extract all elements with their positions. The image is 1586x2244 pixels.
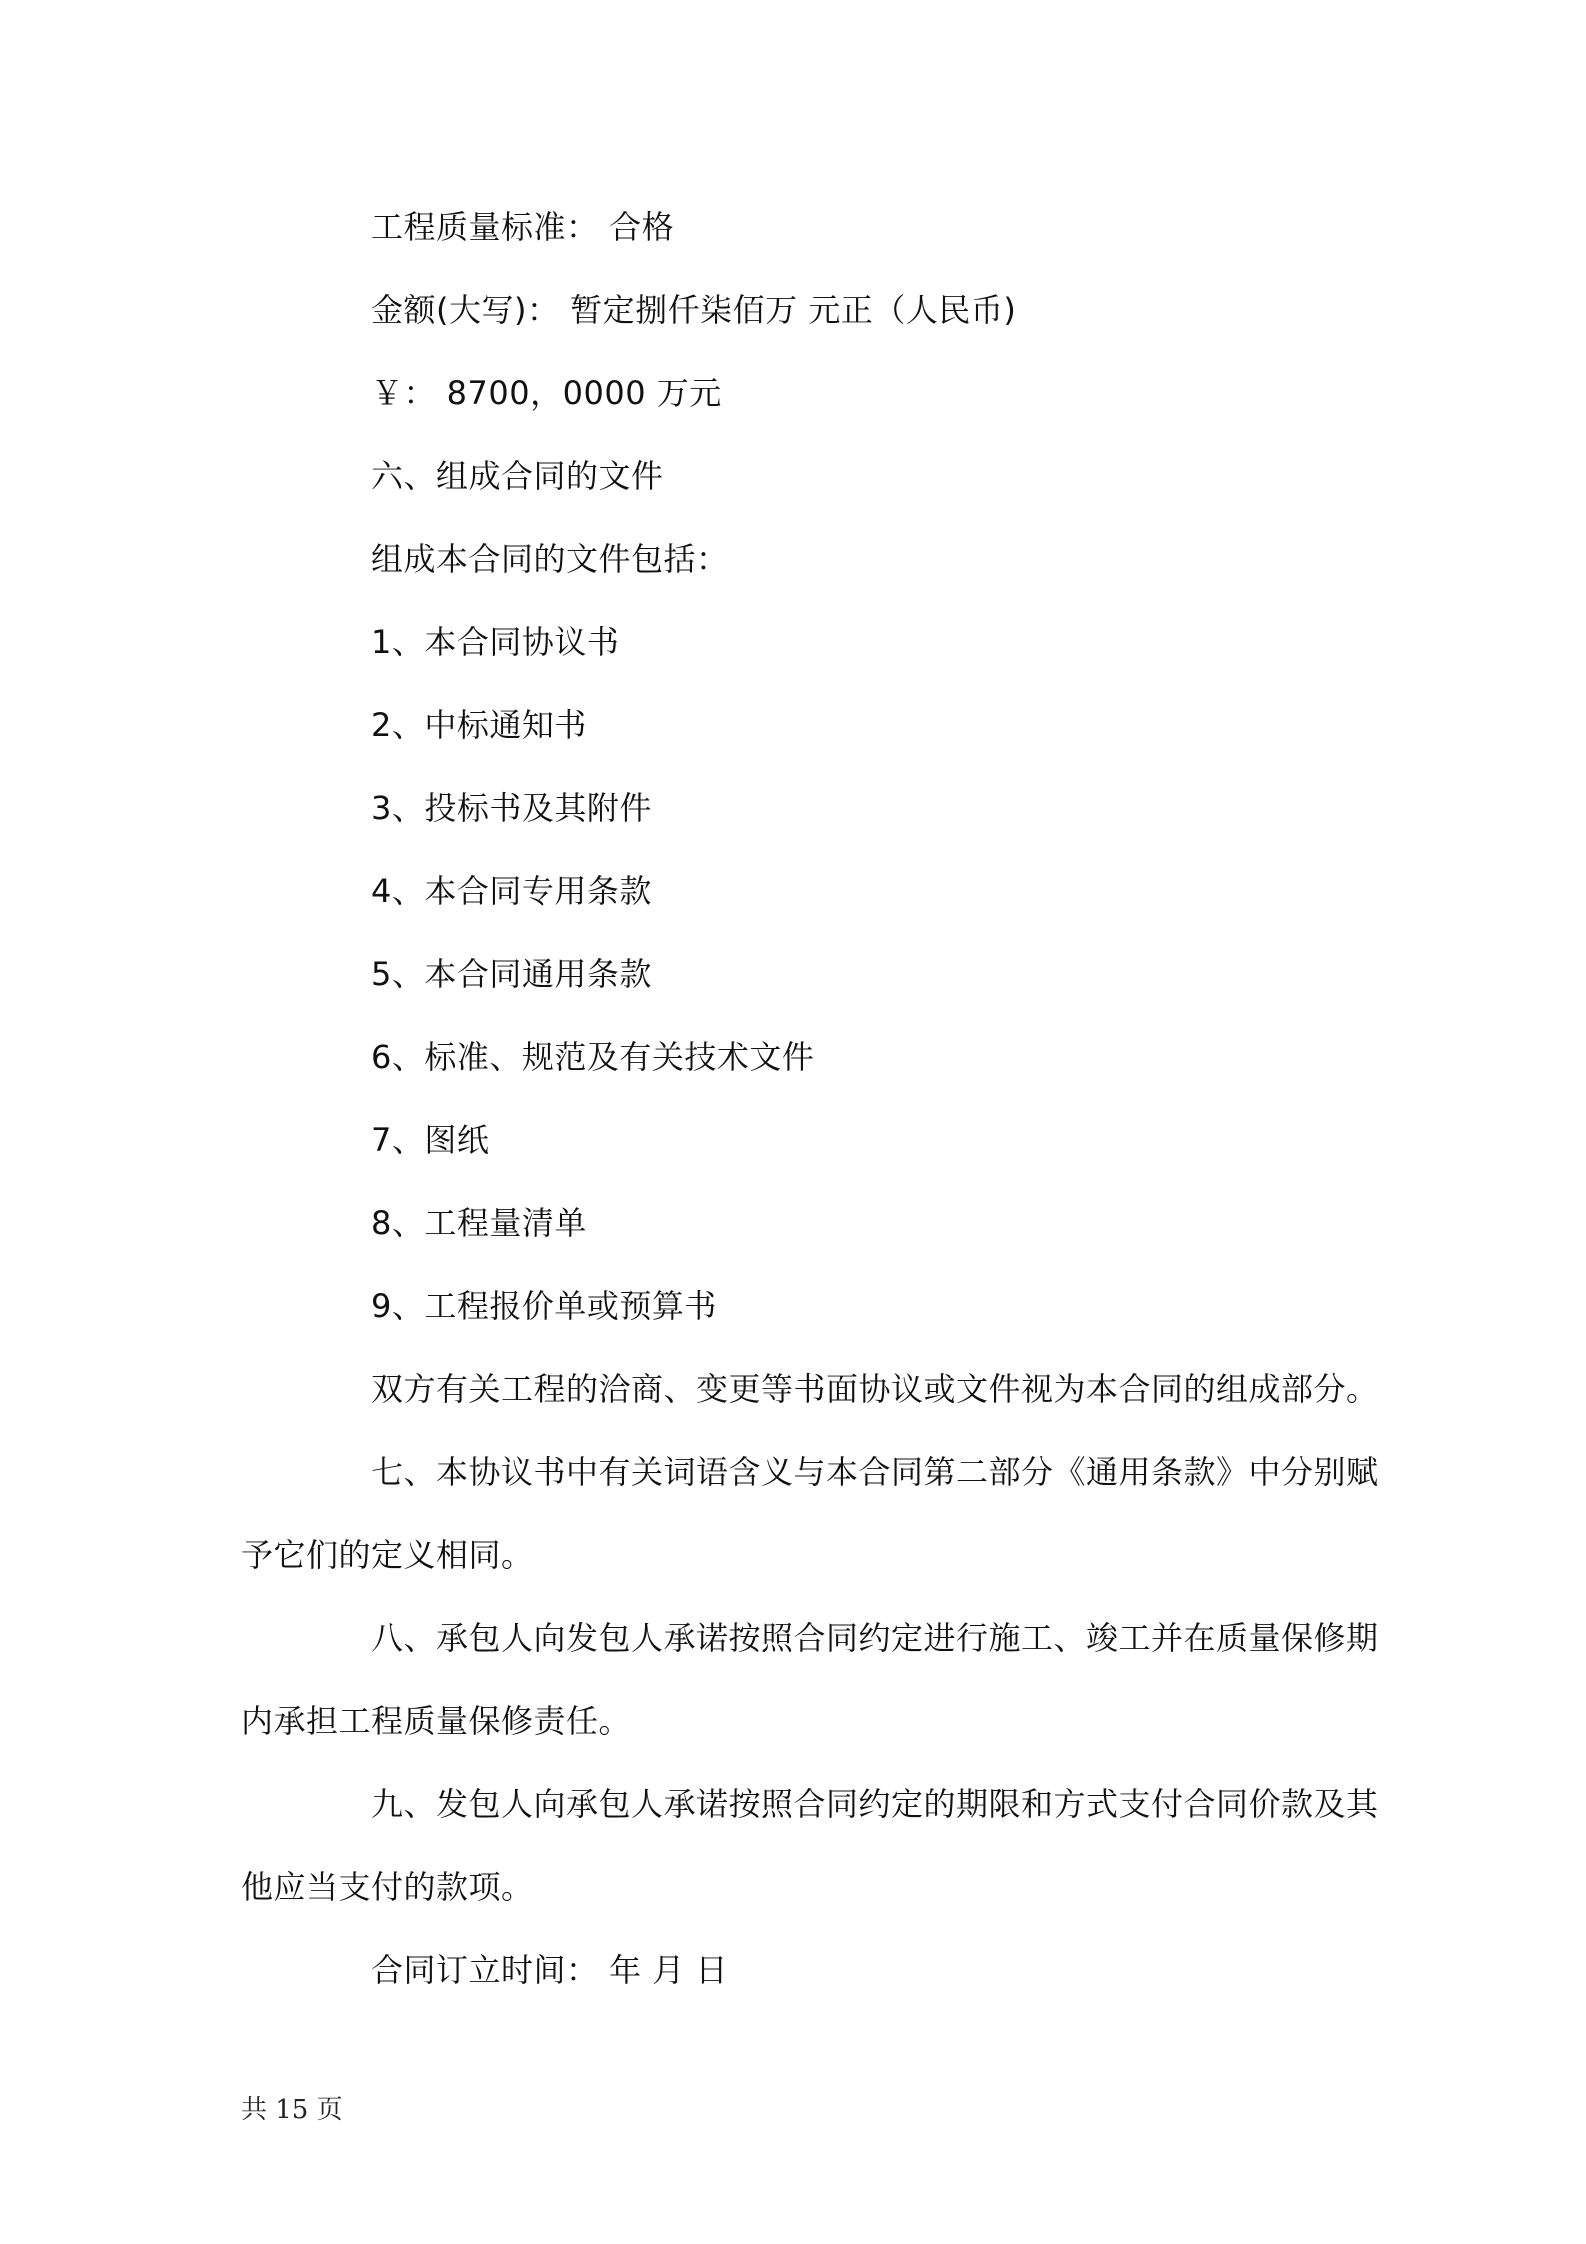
section-six-title: 六、组成合同的文件 [371, 457, 664, 495]
document-list-item: 9、工程报价单或预算书 [371, 1287, 717, 1325]
document-list-item: 2、中标通知书 [371, 706, 587, 744]
quality-standard-line: 工程质量标准： 合格 [371, 208, 675, 246]
signing-date-line: 合同订立时间： 年 月 日 [371, 1951, 729, 1989]
page-count-footer: 共 15 页 [241, 2095, 343, 2125]
document-list-item: 8、工程量清单 [371, 1204, 587, 1242]
document-list-item: 7、图纸 [371, 1121, 490, 1159]
clause-eight-line2: 内承担工程质量保修责任。 [241, 1702, 632, 1740]
clause-seven-line2: 予它们的定义相同。 [241, 1536, 534, 1574]
amount-figure-line: ￥： 8700，0000 万元 [371, 374, 722, 412]
document-list-item: 1、本合同协议书 [371, 623, 620, 661]
document-list-item: 5、本合同通用条款 [371, 955, 652, 993]
clause-nine-line2: 他应当支付的款项。 [241, 1868, 534, 1906]
negotiation-clause: 双方有关工程的洽商、变更等书面协议或文件视为本合同的组成部分。 [371, 1370, 1379, 1408]
section-six-intro: 组成本合同的文件包括： [371, 540, 729, 578]
clause-nine-line1: 九、发包人向承包人承诺按照合同约定的期限和方式支付合同价款及其 [371, 1785, 1379, 1823]
amount-words-line: 金额(大写)： 暂定捌仟柒佰万 元正（人民币) [371, 291, 1017, 329]
document-list-item: 4、本合同专用条款 [371, 872, 652, 910]
document-list-item: 3、投标书及其附件 [371, 789, 652, 827]
clause-seven-line1: 七、本协议书中有关词语含义与本合同第二部分《通用条款》中分别赋 [371, 1453, 1379, 1491]
clause-eight-line1: 八、承包人向发包人承诺按照合同约定进行施工、竣工并在质量保修期 [371, 1619, 1379, 1657]
document-list-item: 6、标准、规范及有关技术文件 [371, 1038, 815, 1076]
